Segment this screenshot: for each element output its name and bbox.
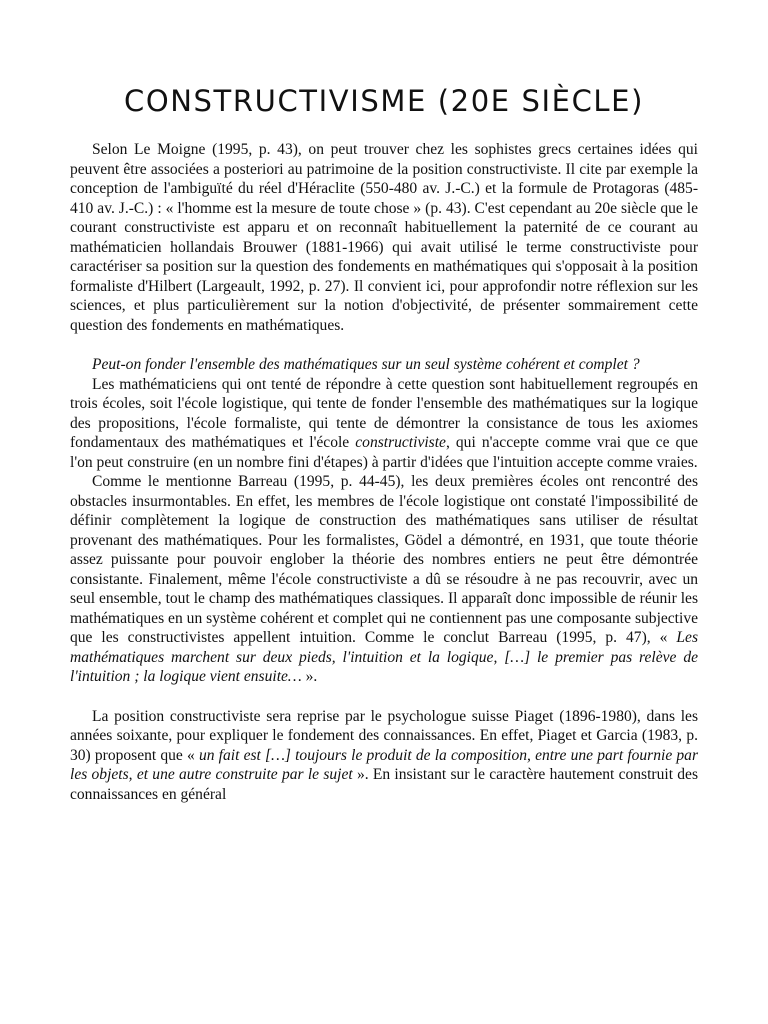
paragraph-text: ». xyxy=(301,668,318,685)
paragraph-schools xyxy=(70,375,698,473)
paragraph-text: Comme le mentionne Barreau (1995, p. 44-45), les deux premières écoles ont rencontré des obstacles insurmontables. En effet, les membres de l'école logistique ont constaté l'impossibilité de définir complètement la logique de construction des mathématiques sans utiliser de résultat provenant des mathématiques. Pour les formalistes, Gödel a démontré, en 1931, que toute théorie assez puissante pour pouvoir englober la théorie des nombres entiers ne peut être démontrée consistante. Finalement, même l'école constructiviste a dû se résoudre à ne pas recouvrir, avec un seul ensemble, tout le champ des mathématiques classiques. Il apparaît donc impossible de réunir les mathématiques en un système cohérent et complet qui ne contiennent pas une composante subjective que les constructivistes appellent intuition. Comme le conclut Barreau (1995, p. 47), « xyxy=(70,473,698,646)
paragraph-intro xyxy=(70,140,698,335)
italic-text: constructiviste xyxy=(355,434,446,451)
body-text xyxy=(70,140,698,804)
paragraph-text: Selon Le Moigne (1995, p. 43), on peut trouver chez les sophistes grecs certaines idées qui peuvent être associées a posteriori au patrimoine de la position constructiviste. Il cite par exemple la conception de l'ambiguïté du réel d'Héraclite (550-480 av. J.-C.) et la formule de Protagoras (485-410 av. J.-C.) : « l'homme est la mesure de toute chose » (p. 43). C'est cependant au 20e siècle que le courant constructiviste est apparu et on reconnaît habituellement la paternité de ce courant au mathématicien hollandais Brouwer (1881-1966) qui avait utilisé le terme constructiviste pour caractériser sa position sur la question des fondements en mathématiques qui s'opposait à la position formaliste d'Hilbert (Largeault, 1992, p. 27). Il convient ici, pour approfondir notre réflexion sur les sciences, et plus particulièrement sur la notion d'objectivité, de présenter sommairement cette question des fondements en mathématiques. xyxy=(70,141,698,334)
paragraph-text: , qui n'accepte comme vrai que ce que l'on peut construire (en un nombre fini d'étapes) à partir d'idées que l'intuition accepte comme vraies. xyxy=(70,434,698,471)
paragraph-barreau xyxy=(70,472,698,687)
paragraph-piaget xyxy=(70,707,698,805)
question-text: Peut-on fonder l'ensemble des mathématiques sur un seul système cohérent et complet ? xyxy=(92,356,640,373)
quote-text: Les mathématiques marchent sur deux pieds, l'intuition et la logique, […] le premier pas relève de l'intuition ; la logique vient ensuite… xyxy=(70,629,698,685)
paragraph-gap xyxy=(70,687,698,707)
quote-text: un fait est […] toujours le produit de la composition, entre une part fournie par les objets, et une autre construite par le sujet xyxy=(70,746,698,783)
paragraph-text: ». En insistant sur le caractère hautement construit des connaissances en général xyxy=(70,766,699,803)
paragraph-text: Les mathématiciens qui ont tenté de répondre à cette question sont habituellement regroupés en trois écoles, soit l'école logistique, qui tente de fonder l'ensemble des mathématiques sur la logique des propositions, l'école formaliste, qui tente de démontrer la consistance de tous les axiomes fondamentaux des mathématiques et l'école xyxy=(70,375,698,451)
paragraph-gap xyxy=(70,335,698,355)
page-title: CONSTRUCTIVISME (20E SIÈCLE) xyxy=(123,84,645,118)
paragraph-text: La position constructiviste sera reprise par le psychologue suisse Piaget (1896-1980), dans les années soixante, pour expliquer le fondement des connaissances. En effet, Piaget et Garcia (1983, p. 30) proposent que « xyxy=(70,707,698,764)
paragraph-question xyxy=(70,355,698,375)
